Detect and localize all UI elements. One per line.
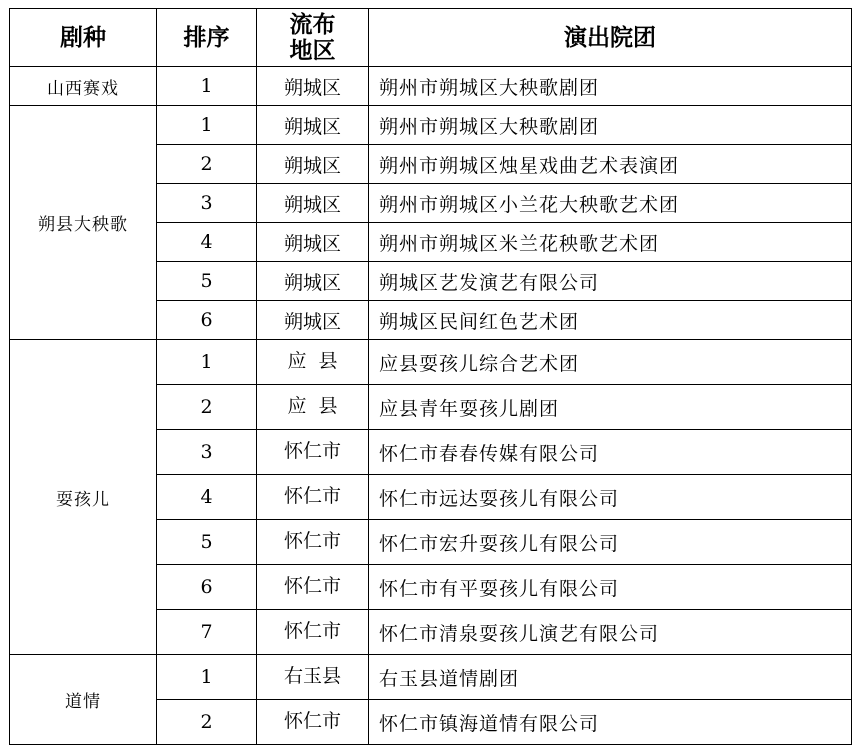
table-row: [10, 655, 852, 700]
header-region: [257, 9, 369, 67]
header-region-line1: 流布: [289, 11, 336, 38]
header-row: [10, 9, 852, 67]
region-cell: 应 县: [257, 340, 369, 385]
troupe-cell: 怀仁市春春传媒有限公司: [369, 430, 852, 475]
region-cell: 怀仁市: [257, 700, 369, 745]
region-cell: 怀仁市: [257, 430, 369, 475]
region-cell: 右玉县: [257, 655, 369, 700]
table-body: [10, 67, 852, 745]
header-genre: 剧种: [10, 9, 157, 67]
order-cell: 1: [157, 340, 257, 385]
troupe-cell: 朔城区民间红色艺术团: [369, 301, 852, 340]
order-cell: 5: [157, 520, 257, 565]
troupe-cell: 朔州市朔城区大秧歌剧团: [369, 67, 852, 106]
troupe-cell: 怀仁市有平耍孩儿有限公司: [369, 565, 852, 610]
region-cell: 怀仁市: [257, 610, 369, 655]
troupe-cell: 怀仁市宏升耍孩儿有限公司: [369, 520, 852, 565]
troupe-cell: 应县耍孩儿综合艺术团: [369, 340, 852, 385]
region-cell: 朔城区: [257, 301, 369, 340]
order-cell: 1: [157, 67, 257, 106]
order-cell: 2: [157, 145, 257, 184]
order-cell: 3: [157, 184, 257, 223]
genre-cell: 朔县大秧歌: [10, 106, 157, 340]
region-cell: 怀仁市: [257, 520, 369, 565]
troupe-cell: 朔城区艺发演艺有限公司: [369, 262, 852, 301]
region-cell: 朔城区: [257, 106, 369, 145]
table-row: [10, 106, 852, 145]
region-cell: 朔城区: [257, 223, 369, 262]
troupe-table: [9, 8, 852, 745]
region-cell: 应 县: [257, 385, 369, 430]
order-cell: 2: [157, 385, 257, 430]
region-cell: 朔城区: [257, 67, 369, 106]
troupe-cell: 右玉县道情剧团: [369, 655, 852, 700]
genre-cell: 道情: [10, 655, 157, 745]
genre-cell: 耍孩儿: [10, 340, 157, 655]
region-cell: 朔城区: [257, 145, 369, 184]
troupe-cell: 朔州市朔城区小兰花大秧歌艺术团: [369, 184, 852, 223]
header-order: 排序: [157, 9, 257, 67]
header-troupe: 演出院团: [369, 9, 852, 67]
order-cell: 6: [157, 565, 257, 610]
order-cell: 6: [157, 301, 257, 340]
troupe-cell: 怀仁市远达耍孩儿有限公司: [369, 475, 852, 520]
order-cell: 4: [157, 223, 257, 262]
region-cell: 朔城区: [257, 262, 369, 301]
order-cell: 1: [157, 655, 257, 700]
order-cell: 7: [157, 610, 257, 655]
troupe-cell: 朔州市朔城区米兰花秧歌艺术团: [369, 223, 852, 262]
troupe-cell: 怀仁市清泉耍孩儿演艺有限公司: [369, 610, 852, 655]
header-region-line2: 地区: [289, 37, 336, 64]
region-cell: 怀仁市: [257, 565, 369, 610]
table-row: [10, 340, 852, 385]
order-cell: 5: [157, 262, 257, 301]
order-cell: 2: [157, 700, 257, 745]
troupe-cell: 应县青年耍孩儿剧团: [369, 385, 852, 430]
genre-cell: 山西赛戏: [10, 67, 157, 106]
table-row: [10, 67, 852, 106]
troupe-cell: 朔州市朔城区大秧歌剧团: [369, 106, 852, 145]
region-cell: 怀仁市: [257, 475, 369, 520]
order-cell: 4: [157, 475, 257, 520]
order-cell: 1: [157, 106, 257, 145]
order-cell: 3: [157, 430, 257, 475]
troupe-cell: 怀仁市镇海道情有限公司: [369, 700, 852, 745]
region-cell: 朔城区: [257, 184, 369, 223]
troupe-cell: 朔州市朔城区烛星戏曲艺术表演团: [369, 145, 852, 184]
